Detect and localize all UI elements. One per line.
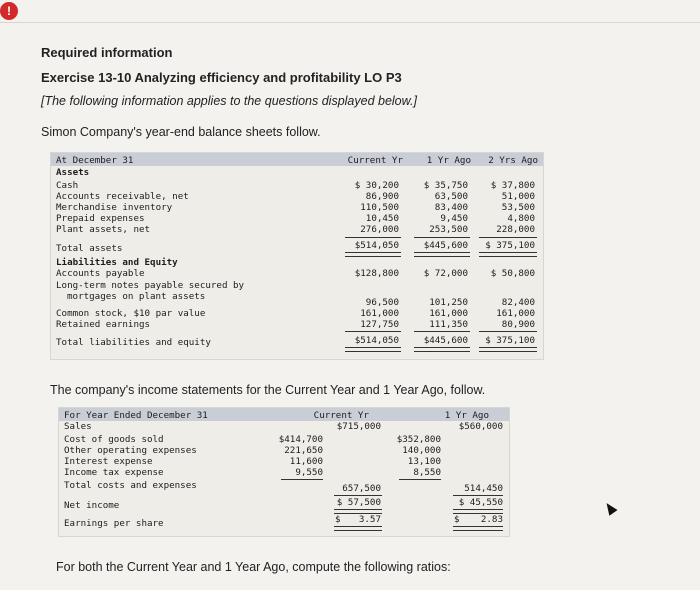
common-1yr: 161,000	[429, 308, 468, 319]
retained-1yr: 111,350	[429, 319, 468, 330]
subtotal-rule-2yr	[479, 237, 537, 238]
cash-2yr: $ 37,800	[490, 180, 535, 191]
is-col-header-1yr: 1 Yr Ago	[444, 410, 489, 421]
inventory-2yr: 53,500	[501, 202, 535, 213]
row-label-cogs: Cost of goods sold	[64, 434, 164, 445]
required-info-heading: Required information	[41, 45, 173, 60]
eps-1yr-symbol: $	[454, 514, 460, 525]
row-label-inventory: Merchandise inventory	[56, 202, 173, 213]
row-label-total-assets: Total assets	[56, 243, 123, 254]
row-label-other-opex: Other operating expenses	[64, 445, 197, 456]
row-label-prepaid: Prepaid expenses	[56, 213, 145, 224]
net-income-current: $ 57,500	[336, 497, 381, 508]
col-header-current: Current Yr	[347, 155, 403, 166]
balance-sheet-table	[50, 152, 544, 360]
assets-label: Assets	[56, 167, 90, 178]
ar-2yr: 51,000	[501, 191, 535, 202]
cogs-current: $414,700	[278, 434, 323, 445]
ltn-2yr: 82,400	[501, 297, 535, 308]
ratios-prompt: For both the Current Year and 1 Year Ago, compute the following ratios:	[56, 560, 451, 574]
prepaid-current: 10,450	[365, 213, 399, 224]
cash-current: $ 30,200	[354, 180, 399, 191]
net-income-1yr: $ 45,550	[458, 497, 503, 508]
sales-1yr: $560,000	[458, 421, 503, 432]
subtotal-rule-1yr	[414, 237, 470, 238]
total-le-2yr: $ 375,100	[485, 335, 535, 346]
row-label-ltn-line1: Long-term notes payable secured by	[56, 280, 245, 291]
row-label-cash: Cash	[56, 180, 79, 191]
plant-1yr: 253,500	[429, 224, 468, 235]
cash-1yr: $ 35,750	[423, 180, 468, 191]
row-label-sales: Sales	[64, 421, 92, 432]
col-header-1yr: 1 Yr Ago	[426, 155, 471, 166]
col-header-2yr: 2 Yrs Ago	[488, 155, 538, 166]
subtotal-rule-current	[345, 237, 401, 238]
row-label-plant: Plant assets, net	[56, 224, 151, 235]
total-assets-1yr: $445,600	[423, 240, 468, 251]
eps-current-symbol: $	[335, 514, 341, 525]
le-subtotal-rule-current	[345, 331, 401, 332]
ltn-1yr: 101,250	[429, 297, 468, 308]
alert-icon: !	[0, 2, 18, 20]
exercise-title: Exercise 13-10 Analyzing efficiency and profitability LO P3	[41, 70, 402, 85]
income-statement-table	[58, 407, 510, 537]
top-divider	[0, 22, 700, 23]
le-subtotal-rule-1yr	[414, 331, 470, 332]
row-label-common: Common stock, $10 par value	[56, 308, 206, 319]
inventory-1yr: 83,400	[434, 202, 468, 213]
ar-1yr: 63,500	[434, 191, 468, 202]
expense-rule-1yr	[399, 479, 441, 480]
row-label-net-income: Net income	[64, 500, 120, 511]
total-assets-2yr: $ 375,100	[485, 240, 535, 251]
income-tax-1yr: 8,550	[413, 467, 441, 478]
other-opex-current: 221,650	[284, 445, 323, 456]
le-subtotal-rule-2yr	[479, 331, 537, 332]
sales-current: $715,000	[336, 421, 381, 432]
income-statement-intro: The company's income statements for the Current Year and 1 Year Ago, follow.	[50, 383, 486, 397]
row-label-retained: Retained earnings	[56, 319, 151, 330]
total-costs-current: 657,500	[342, 483, 381, 494]
row-label-ap: Accounts payable	[56, 268, 145, 279]
le-total-rule-current	[345, 347, 401, 352]
ltn-current: 96,500	[365, 297, 399, 308]
total-le-current: $514,050	[354, 335, 399, 346]
other-opex-1yr: 140,000	[402, 445, 441, 456]
total-assets-current: $514,050	[354, 240, 399, 251]
total-costs-1yr: 514,450	[464, 483, 503, 494]
total-rule-1yr	[414, 252, 470, 257]
le-total-rule-1yr	[414, 347, 470, 352]
interest-1yr: 13,100	[407, 456, 441, 467]
le-total-rule-2yr	[479, 347, 537, 352]
mouse-cursor-icon	[602, 500, 617, 516]
total-rule-current	[345, 252, 401, 257]
eps-1yr: 2.83	[480, 514, 503, 525]
total-le-1yr: $445,600	[423, 335, 468, 346]
cogs-1yr: $352,800	[396, 434, 441, 445]
plant-current: 276,000	[360, 224, 399, 235]
ap-current: $128,800	[354, 268, 399, 279]
common-2yr: 161,000	[496, 308, 535, 319]
eps-rule-1yr	[453, 526, 503, 531]
retained-current: 127,750	[360, 319, 399, 330]
retained-2yr: 80,900	[501, 319, 535, 330]
eps-rule-current	[334, 526, 382, 531]
eps-current: 3.57	[358, 514, 381, 525]
liabilities-label: Liabilities and Equity	[56, 257, 178, 268]
row-label-total-le: Total liabilities and equity	[56, 337, 211, 348]
balance-sheet-intro: Simon Company's year-end balance sheets follow.	[41, 125, 321, 139]
expense-rule-current	[281, 479, 323, 480]
row-label-income-tax: Income tax expense	[64, 467, 164, 478]
total-costs-rule-1yr	[453, 495, 503, 496]
col-header-date: At December 31	[56, 155, 134, 166]
prepaid-2yr: 4,800	[507, 213, 535, 224]
total-costs-rule-current	[334, 495, 382, 496]
prepaid-1yr: 9,450	[440, 213, 468, 224]
row-label-total-costs: Total costs and expenses	[64, 480, 197, 491]
ap-2yr: $ 50,800	[490, 268, 535, 279]
plant-2yr: 228,000	[496, 224, 535, 235]
total-rule-2yr	[479, 252, 537, 257]
row-label-interest: Interest expense	[64, 456, 153, 467]
interest-current: 11,600	[289, 456, 323, 467]
instruction-note: [The following information applies to the questions displayed below.]	[41, 94, 417, 108]
is-col-header-date: For Year Ended December 31	[64, 410, 208, 421]
row-label-ar: Accounts receivable, net	[56, 191, 189, 202]
inventory-current: 110,500	[360, 202, 399, 213]
is-col-header-current: Current Yr	[313, 410, 369, 421]
ap-1yr: $ 72,000	[423, 268, 468, 279]
income-tax-current: 9,550	[295, 467, 323, 478]
common-current: 161,000	[360, 308, 399, 319]
ar-current: 86,900	[365, 191, 399, 202]
row-label-ltn-line2: mortgages on plant assets	[67, 291, 206, 302]
row-label-eps: Earnings per share	[64, 518, 164, 529]
